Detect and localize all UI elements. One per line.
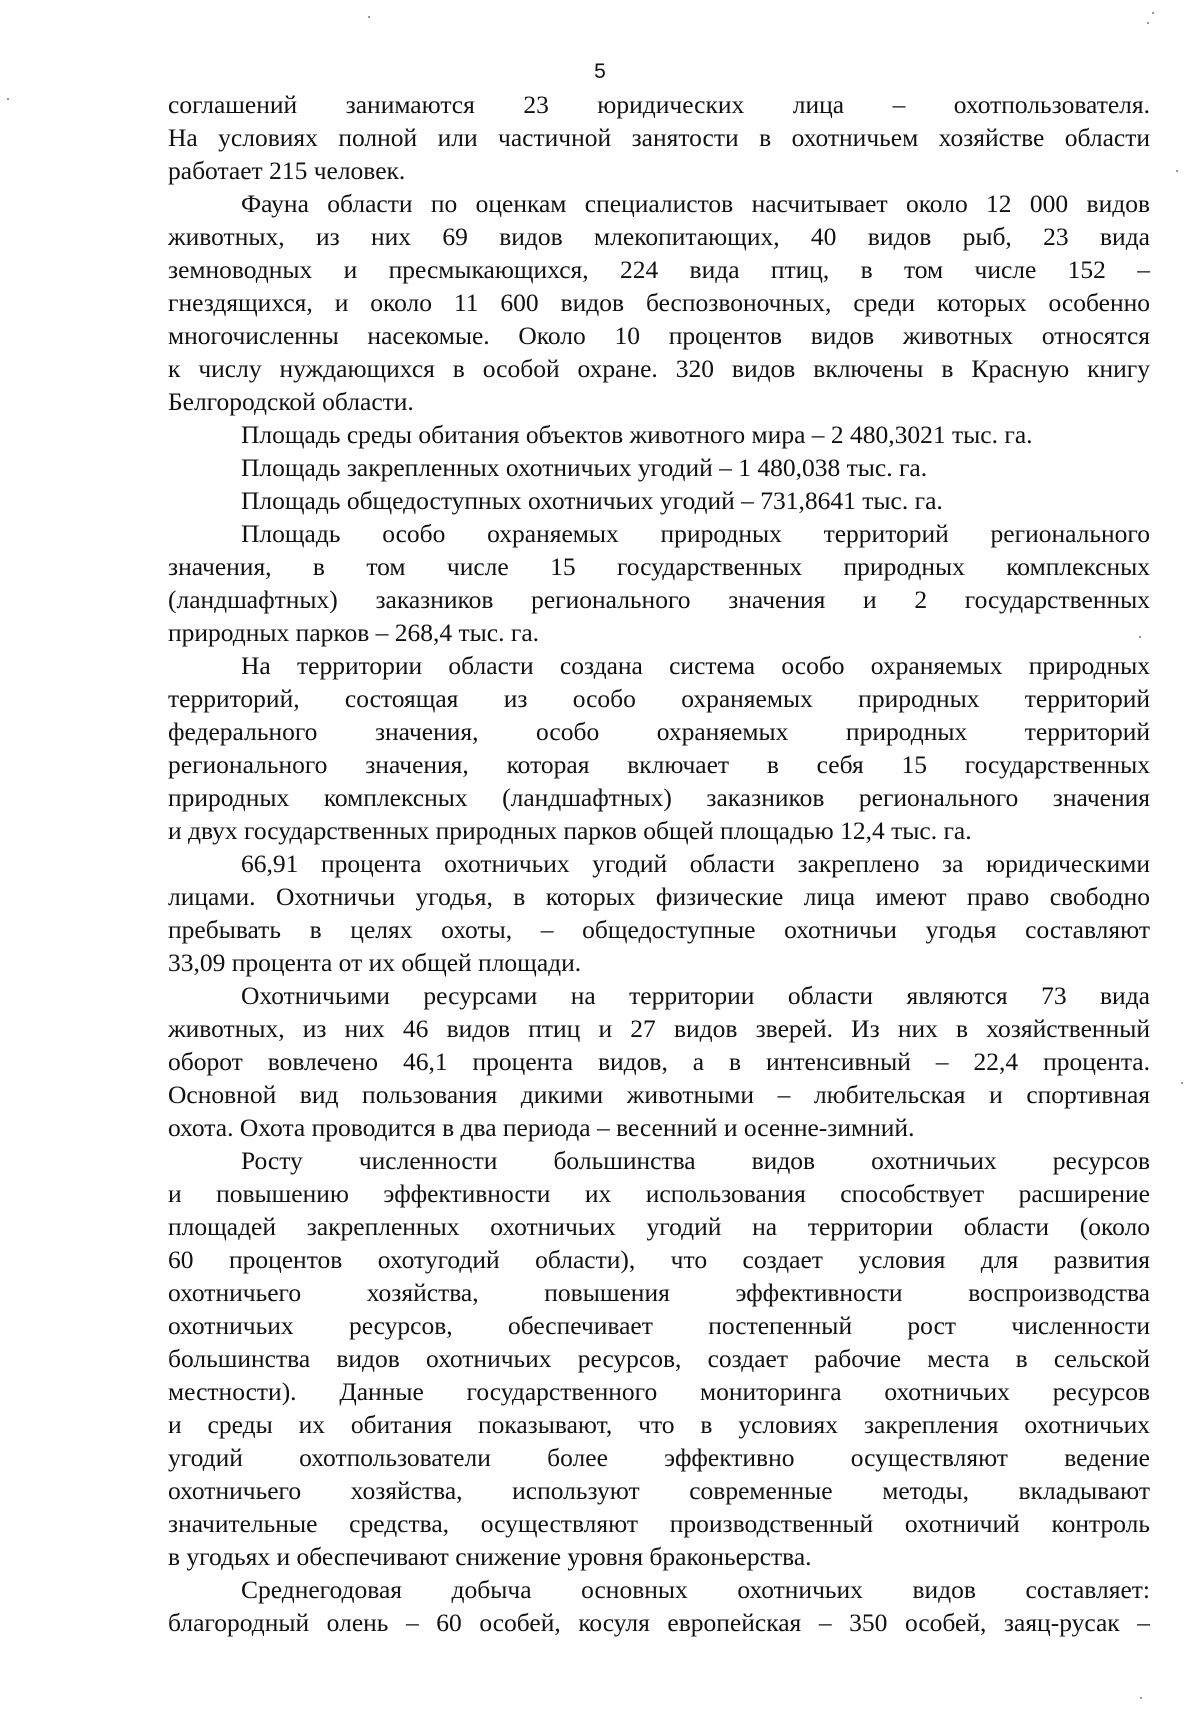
scan-speck	[1139, 636, 1141, 638]
scan-speck	[7, 98, 9, 100]
text-line: 66,91 процента охотничьих угодий области закреплено за юридическими	[241, 849, 1150, 878]
text-line: природных парков – 268,4 тыс. га.	[168, 618, 540, 647]
text-line: Белгородской области.	[168, 387, 414, 416]
text-line: земноводных и пресмыкающихся, 224 вида птиц, в том числе 152 –	[168, 255, 1150, 284]
text-line: многочисленны насекомые. Около 10 процентов видов животных относятся	[168, 321, 1150, 350]
text-line: Площадь среды обитания объектов животного мира – 2 480,3021 тыс. га.	[241, 420, 1033, 449]
scan-speck	[1152, 12, 1154, 14]
text-line: Площадь закрепленных охотничьих угодий – 1 480,038 тыс. га.	[241, 453, 928, 482]
text-line: соглашений занимаются 23 юридических лица – охотпользователя.	[168, 90, 1150, 119]
text-line: Площадь общедоступных охотничьих угодий – 731,8641 тыс. га.	[241, 486, 943, 515]
text-line: и повышению эффективности их использования способствует расширение	[168, 1179, 1150, 1208]
page-number: 5	[594, 60, 606, 83]
text-line: 60 процентов охотугодий области), что создает условия для развития	[168, 1245, 1150, 1274]
text-line: охотничьего хозяйства, используют современные методы, вкладывают	[168, 1476, 1150, 1505]
text-line: охотничьего хозяйства, повышения эффективности воспроизводства	[168, 1278, 1150, 1307]
text-line: оборот вовлечено 46,1 процента видов, а в интенсивный – 22,4 процента.	[168, 1047, 1150, 1076]
text-line: в угодьях и обеспечивают снижение уровня браконьерства.	[168, 1542, 812, 1571]
text-line: природных комплексных (ландшафтных) заказников регионального значения	[168, 783, 1150, 812]
text-line: (ландшафтных) заказников регионального значения и 2 государственных	[168, 585, 1150, 614]
text-line: пребывать в целях охоты, – общедоступные охотничьи угодья составляют	[168, 915, 1150, 944]
text-line: площадей закрепленных охотничьих угодий на территории области (около	[168, 1212, 1150, 1241]
document-body	[168, 88, 1150, 1639]
text-line: животных, из них 46 видов птиц и 27 видов зверей. Из них в хозяйственный	[168, 1014, 1150, 1043]
text-line: лицами. Охотничьи угодья, в которых физические лица имеют право свободно	[168, 882, 1150, 911]
text-line: Охотничьими ресурсами на территории области являются 73 вида	[241, 981, 1150, 1010]
scan-speck	[368, 16, 370, 18]
text-line: Площадь особо охраняемых природных территорий регионального	[241, 519, 1150, 548]
text-line: большинства видов охотничьих ресурсов, создает рабочие места в сельской	[168, 1344, 1150, 1373]
text-line: значения, в том числе 15 государственных природных комплексных	[168, 552, 1150, 581]
text-line: к числу нуждающихся в особой охране. 320 видов включены в Красную книгу	[168, 354, 1150, 383]
text-line: гнездящихся, и около 11 600 видов беспозвоночных, среди которых особенно	[168, 288, 1150, 317]
text-line: Фауна области по оценкам специалистов насчитывает около 12 000 видов	[241, 189, 1150, 218]
scan-speck	[1147, 22, 1149, 24]
text-line: охота. Охота проводится в два периода – весенний и осенне-зимний.	[168, 1113, 915, 1142]
text-line: На территории области создана система особо охраняемых природных	[241, 651, 1150, 680]
text-line: федерального значения, особо охраняемых природных территорий	[168, 717, 1150, 746]
text-line: регионального значения, которая включает в себя 15 государственных	[168, 750, 1150, 779]
text-line: значительные средства, осуществляют производственный охотничий контроль	[168, 1509, 1150, 1538]
text-line: Среднегодовая добыча основных охотничьих видов составляет:	[241, 1575, 1150, 1604]
scan-speck	[1181, 1082, 1183, 1084]
text-line: Росту численности большинства видов охотничьих ресурсов	[241, 1146, 1150, 1175]
text-line: На условиях полной или частичной занятости в охотничьем хозяйстве области	[168, 123, 1150, 152]
scan-speck	[1176, 170, 1178, 172]
text-line: благородный олень – 60 особей, косуля европейская – 350 особей, заяц-русак –	[168, 1608, 1150, 1637]
text-line: работает 215 человек.	[168, 156, 406, 185]
text-line: животных, из них 69 видов млекопитающих, 40 видов рыб, 23 вида	[168, 222, 1150, 251]
scan-speck	[1140, 1697, 1142, 1699]
text-line: угодий охотпользователи более эффективно осуществляют ведение	[168, 1443, 1150, 1472]
text-line: Основной вид пользования дикими животными – любительская и спортивная	[168, 1080, 1150, 1109]
text-line: территорий, состоящая из особо охраняемых природных территорий	[168, 684, 1150, 713]
text-line: 33,09 процента от их общей площади.	[168, 948, 582, 977]
text-line: местности). Данные государственного мониторинга охотничьих ресурсов	[168, 1377, 1150, 1406]
text-line: охотничьих ресурсов, обеспечивает постепенный рост численности	[168, 1311, 1150, 1340]
text-line: и среды их обитания показывают, что в условиях закрепления охотничьих	[168, 1410, 1150, 1439]
text-line: и двух государственных природных парков общей площадью 12,4 тыс. га.	[168, 816, 972, 845]
